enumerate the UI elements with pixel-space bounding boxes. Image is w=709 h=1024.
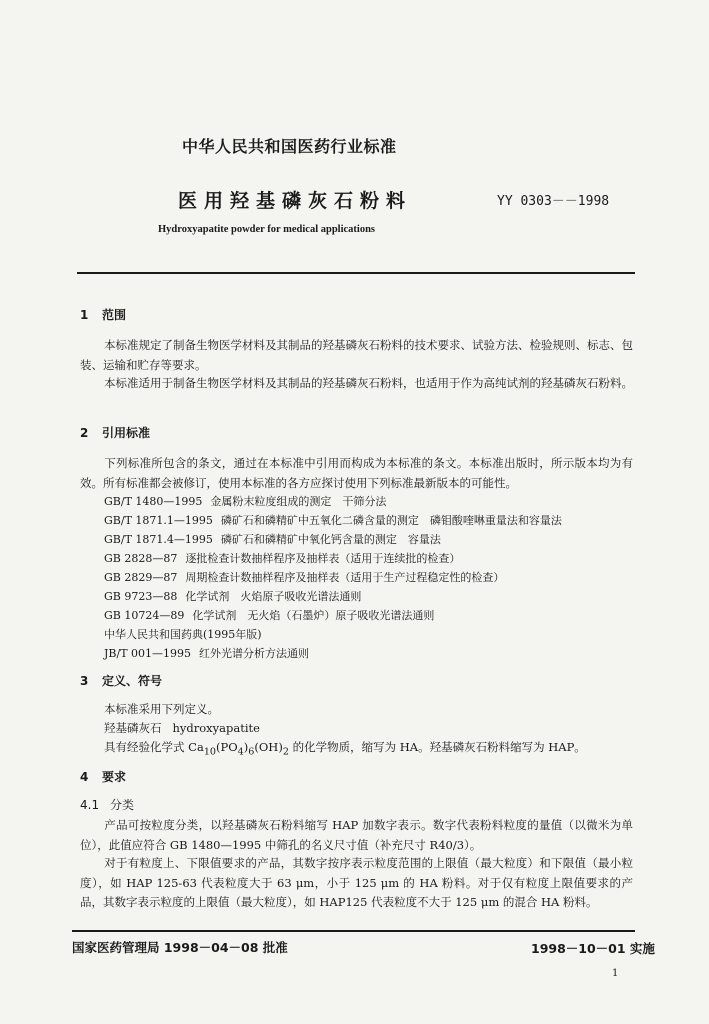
para-text: 本标准适用于制备生物医学材料及其制品的羟基磷灰石粉料，也适用于作为高纯试剂的羟基磷灰石粉料。 (104, 376, 633, 390)
para-text: 下列标准所包含的条文，通过在本标准中引用而构成为本标准的条文。本标准出版时，所示版本均为有效。所有标准都会被修订，使用本标准的各方应探讨使用下列标准最新版本的可能性。 (80, 456, 633, 490)
subsection-title: 分类 (110, 798, 135, 812)
reference-list (104, 492, 634, 663)
section-3-heading (80, 672, 162, 689)
def-text: (PO (216, 740, 238, 754)
ref-name: 化学试剂 无火焰（石墨炉）原子吸收光谱法通则 (192, 609, 435, 622)
section-number: 1 (80, 308, 89, 322)
ref-name: 磷矿石和磷精矿中氧化钙含量的测定 容量法 (220, 533, 441, 546)
english-title: Hydroxyapatite powder for medical applications (158, 224, 376, 235)
standard-category: 中华人民共和国医药行业标准 (182, 137, 397, 156)
ref-code: GB/T 1871.4—1995 (104, 533, 213, 546)
def-sub: 4 (237, 746, 244, 758)
ref-code: JB/T 001—1995 (104, 647, 192, 660)
page-number: 1 (612, 968, 619, 979)
ref-code: GB 2829—87 (104, 571, 178, 584)
reference-item (104, 530, 634, 549)
def-text: 具有经验化学式 Ca (104, 740, 204, 754)
reference-item (104, 492, 634, 511)
implementation-date: 1998－10－01 实施 (531, 941, 655, 956)
ref-code: 中华人民共和国药典(1995年版) (104, 628, 262, 641)
ref-code: GB 2828—87 (104, 552, 178, 565)
section-1-para-2 (80, 374, 633, 394)
reference-item (104, 606, 634, 625)
section-3-definition (104, 738, 586, 761)
ref-name: 红外光谱分析方法通则 (199, 647, 310, 660)
ref-name: 磷矿石和磷精矿中五氧化二磷含量的测定 磷钼酸喹啉重量法和容量法 (220, 514, 562, 527)
section-2-intro (80, 454, 633, 493)
para-text: 产品可按粒度分类，以羟基磷灰石粉料缩写 HAP 加数字表示。数字代表粉料粒度的量值（以微米为单位），此值应符合 GB 1480—1995 中筛孔的名义尺寸值（补充尺寸 R40/3）。 (80, 818, 633, 852)
section-4-heading (80, 768, 126, 785)
def-text: 的化学物质，缩写为 HA。羟基磷灰石粉料缩写为 HAP。 (288, 740, 586, 754)
term-zh: 羟基磷灰石 (104, 721, 162, 735)
reference-item (104, 549, 634, 568)
term-en: hydroxyapatite (172, 721, 260, 735)
standard-code: YY 0303－－1998 (497, 194, 610, 209)
footer-rule (72, 930, 635, 932)
ref-name: 化学试剂 火焰原子吸收光谱法通则 (185, 590, 362, 603)
ref-code: GB 10724—89 (104, 609, 185, 622)
section-title: 定义、符号 (102, 674, 163, 688)
subsection-4-1-heading (80, 796, 134, 813)
ref-name: 金属粉末粒度组成的测定 干筛分法 (210, 495, 387, 508)
ref-name: 逐批检查计数抽样程序及抽样表（适用于连续批的检查） (185, 552, 461, 565)
reference-item (104, 644, 634, 663)
section-3-line-1: 本标准采用下列定义。 (104, 702, 219, 716)
def-sub: 10 (203, 746, 217, 758)
ref-code: GB 9723—88 (104, 590, 178, 603)
def-text: (OH) (254, 740, 283, 754)
section-1-heading (80, 306, 126, 323)
section-title: 引用标准 (102, 426, 151, 440)
reference-item (104, 511, 634, 530)
header-rule (77, 272, 635, 274)
subsection-number: 4.1 (80, 798, 100, 812)
para-text: 对于有粒度上、下限值要求的产品，其数字按序表示粒度范围的上限值（最大粒度）和下限值（最小粒度），如 HAP 125-63 代表粒度大于 63 μm，小于 125 μm 的 HA 粉料。对于仅有粒度上限值要求的产品，其数字表示粒度的上限值（最大粒度），如 HAP125 代表粒度不大于 125 μm 的混合 HA 粉料。 (80, 856, 633, 909)
section-4-para-2 (80, 854, 633, 913)
ref-code: GB/T 1871.1—1995 (104, 514, 213, 527)
ref-code: GB/T 1480—1995 (104, 495, 203, 508)
section-number: 4 (80, 770, 89, 784)
section-number: 2 (80, 426, 89, 440)
approval-note: 国家医药管理局 1998－04－08 批准 (72, 940, 288, 955)
document-title: 医用羟基磷灰石粉料 (178, 190, 413, 212)
section-3-term (104, 719, 260, 738)
section-number: 3 (80, 674, 89, 688)
reference-item (104, 568, 634, 587)
section-2-heading (80, 424, 150, 441)
def-text: ) (243, 740, 249, 754)
def-sub: 6 (248, 746, 255, 758)
def-sub: 2 (282, 746, 289, 758)
ref-name: 周期检查计数抽样程序及抽样表（适用于生产过程稳定性的检查） (185, 571, 505, 584)
section-title: 要求 (102, 770, 127, 784)
section-title: 范围 (102, 308, 127, 322)
section-4-para-1 (80, 816, 633, 855)
section-1-para-1 (80, 336, 633, 375)
reference-item (104, 625, 634, 644)
para-text: 本标准规定了制备生物医学材料及其制品的羟基磷灰石粉料的技术要求、试验方法、检验规则、标志、包装、运输和贮存等要求。 (80, 338, 633, 372)
reference-item (104, 587, 634, 606)
